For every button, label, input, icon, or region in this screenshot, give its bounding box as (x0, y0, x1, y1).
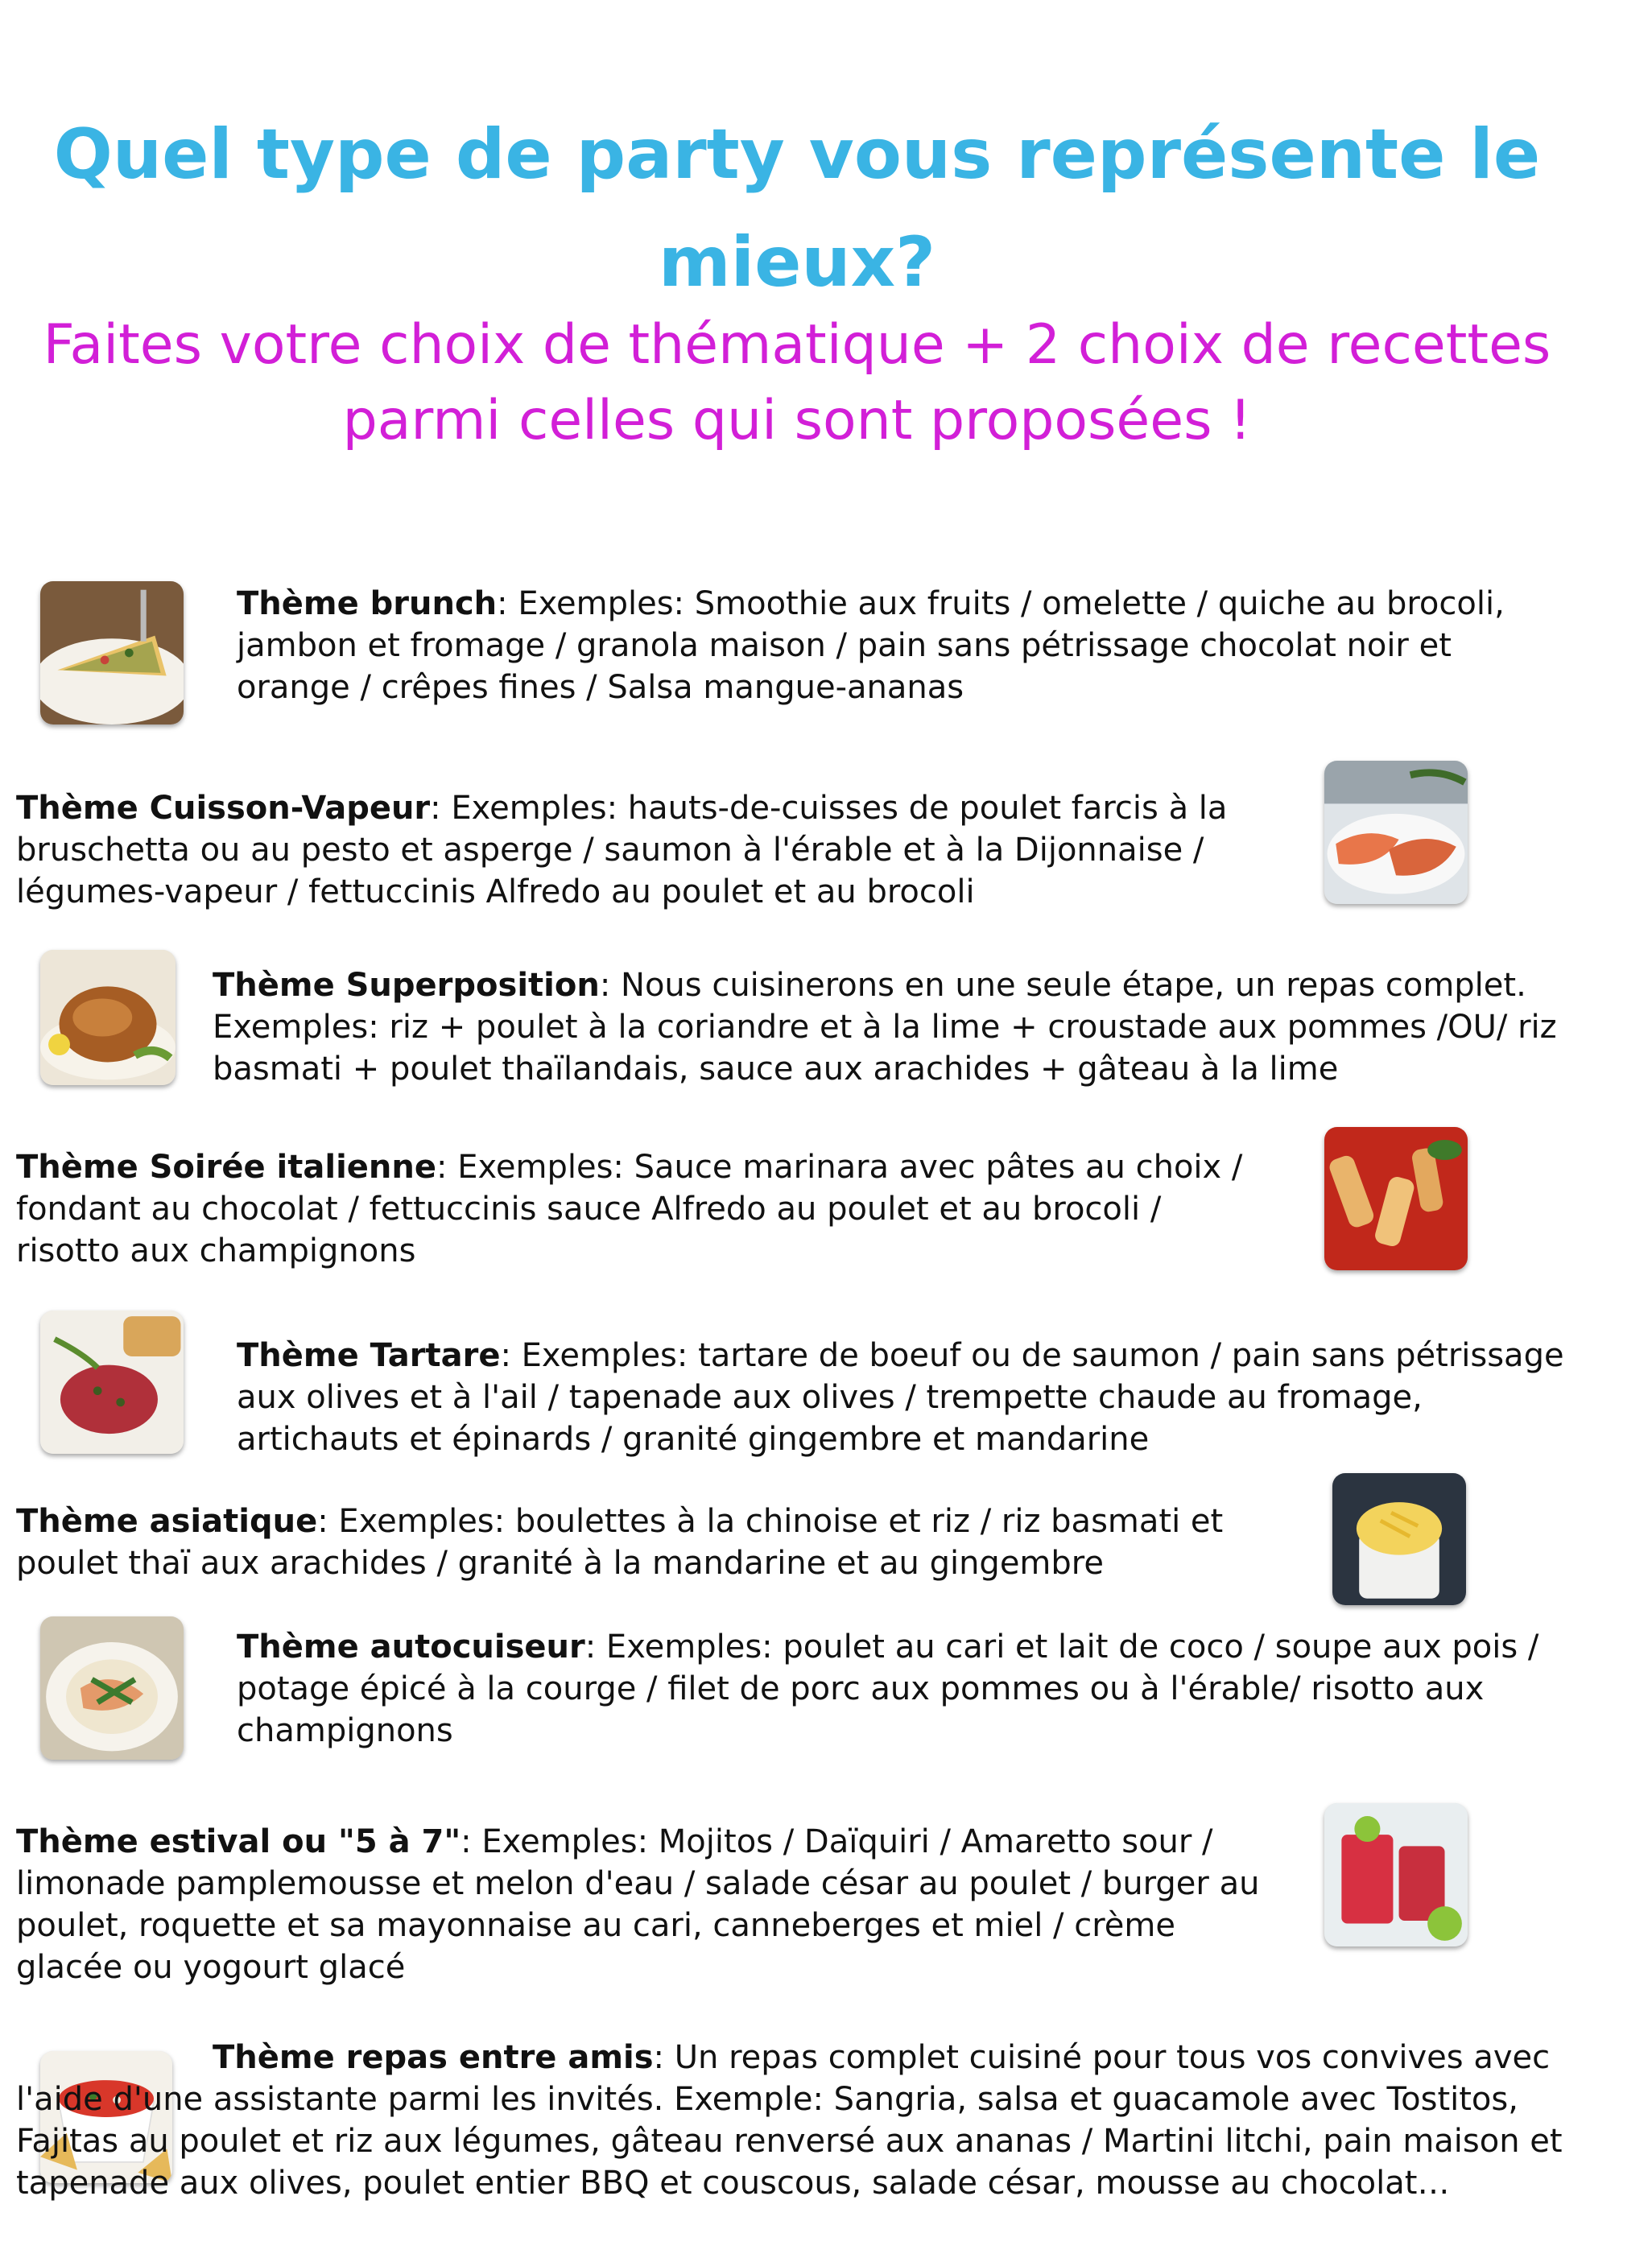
theme-description: : Exemples: boulettes à la chinoise et riz / riz basmati et poulet thaï aux arachides / granité à la mandarine et au gingembre (16, 1503, 1224, 1582)
theme-name: Thème Cuisson-Vapeur (16, 790, 431, 827)
theme-superposition (213, 964, 1573, 1090)
page-subtitle: Faites votre choix de thématique + 2 choix de recettes parmi celles qui sont proposées ! (43, 313, 1551, 452)
roast-chicken-photo (40, 950, 176, 1085)
salmon-fillets-photo (1324, 761, 1468, 904)
theme-name: Thème Superposition (213, 967, 600, 1004)
theme-name: Thème Soirée italienne (16, 1149, 436, 1186)
theme-name: Thème autocuiseur (237, 1628, 585, 1666)
theme-description: : Nous cuisinerons en une seule étape, un repas complet. Exemples: riz + poulet à la coriandre et à la lime + croustade aux pommes /OU/ riz basmati + poulet thaïlandais, sauce aux arachides + gâteau à la lime (213, 967, 1557, 1088)
theme-description: : Un repas complet cuisiné pour tous vos convives avec l'aide d'une assistante parmi les invités. Exemple: Sangria, salsa et guacamole avec Tostitos, Fajitas au poulet et riz aux légumes, gâteau renversé aux ananas / Martini litchi, pain maison et tapenade aux olives, poulet entier BBQ et couscous, salade césar, mousse au chocolat… (16, 2039, 1563, 2202)
theme-description: : Exemples: Mojitos / Daïquiri / Amaretto sour / limonade pamplemousse et melon d'eau / salade césar au poulet / burger au poulet, roquette et sa mayonnaise au cari, canneberges et miel / crème glacée ou yogourt glacé (16, 1823, 1260, 1986)
theme-repas-entre-amis (16, 2037, 1575, 2204)
theme-asiatique (16, 1501, 1224, 1584)
theme-description: : Exemples: tartare de boeuf ou de saumon / pain sans pétrissage aux olives et à l'ail / tapenade aux olives / trempette chaude au fromage, artichauts et épinards / granité gingembre et mandarine (237, 1337, 1564, 1458)
theme-cuisson-vapeur (16, 787, 1272, 913)
theme-description: : Exemples: Smoothie aux fruits / omelette / quiche au brocoli, jambon et fromage / granola maison / pain sans pétrissage chocolat noir et orange / crêpes fines / Salsa mangue-ananas (237, 585, 1505, 706)
theme-autocuiseur (237, 1626, 1573, 1752)
theme-name: Thème asiatique (16, 1503, 318, 1540)
theme-brunch (237, 583, 1557, 708)
granita-cup-photo (1332, 1473, 1466, 1605)
theme-estival (16, 1821, 1288, 1988)
theme-name: Thème repas entre amis (213, 2039, 654, 2076)
theme-description: : Exemples: poulet au cari et lait de coco / soupe aux pois / potage épicé à la courge / filet de porc aux pommes ou à l'érable/ risotto aux champignons (237, 1628, 1539, 1749)
curry-plate-photo (40, 1616, 184, 1760)
theme-soiree-italienne (16, 1146, 1256, 1272)
theme-description: : Exemples: Sauce marinara avec pâtes au choix / fondant au chocolat / fettuccinis sauce Alfredo au poulet et au brocoli / risotto aux champignons (16, 1149, 1243, 1269)
theme-tartare (237, 1335, 1573, 1460)
theme-name: Thème estival ou "5 à 7" (16, 1823, 461, 1860)
beef-tartare-photo (40, 1311, 184, 1454)
theme-description: : Exemples: hauts-de-cuisses de poulet farcis à la bruschetta ou au pesto et asperge / saumon à l'érable et à la Dijonnaise / légumes-vapeur / fettuccinis Alfredo au poulet et au brocoli (16, 790, 1228, 910)
page-title: Quel type de party vous représente le mieux? (53, 114, 1541, 303)
quiche-slice-photo (40, 581, 184, 724)
red-drinks-photo (1324, 1803, 1468, 1946)
penne-marinara-photo (1324, 1127, 1468, 1270)
theme-name: Thème brunch (237, 585, 498, 622)
theme-name: Thème Tartare (237, 1337, 501, 1374)
